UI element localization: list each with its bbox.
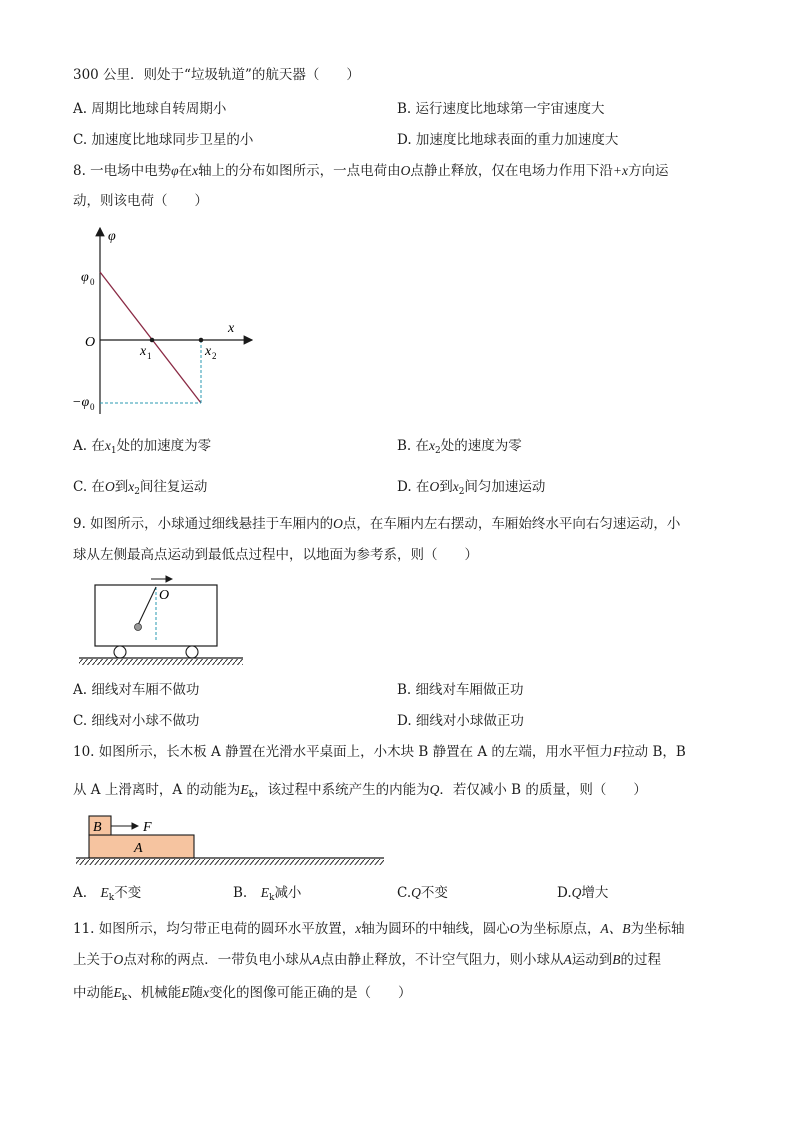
q8-option-d: D. 在O到$x_2$间匀加速运动 (397, 479, 546, 497)
left-wheel (114, 646, 126, 658)
q8-stem-line2: 动，则该电荷（ ） (73, 193, 208, 209)
force-label: F (143, 820, 152, 835)
q8-option-a: A. 在$x_1$处的加速度为零 (73, 438, 212, 456)
right-wheel (186, 646, 198, 658)
q10-blocks-figure (74, 812, 389, 868)
q9-option-a: A. 细线对车厢不做功 (73, 682, 200, 698)
q9-option-d: D. 细线对小球做正功 (397, 713, 524, 729)
potential-line (100, 272, 201, 403)
q8-option-b: B. 在$x_2$处的速度为零 (397, 438, 522, 456)
q7-option-a: A. 周期比地球自转周期小 (73, 101, 227, 117)
neg-phi0-label: −φ (72, 395, 90, 410)
q7-option-b: B. 运行速度比地球第一宇宙速度大 (397, 101, 605, 117)
x1-point (150, 338, 155, 343)
phi0-label: φ (81, 270, 89, 285)
x1-label: x (140, 344, 147, 359)
ball (135, 624, 142, 631)
q10-option-d: D.Q增大 (557, 885, 609, 901)
q9-option-b: B. 细线对车厢做正功 (397, 682, 524, 698)
q8-potential-graph (70, 222, 270, 422)
x2-point (199, 338, 204, 343)
neg-phi0-sub: 0 (90, 402, 95, 412)
y-axis-label: φ (108, 229, 116, 244)
pivot-o-label: O (159, 588, 170, 603)
q9-carriage-figure (75, 572, 250, 667)
q10-stem-line2: 从 A 上滑离时，A 的动能为$E_k$，该过程中系统产生的内能为Q．若仅减小 B 的质量，则（ ） (73, 782, 647, 800)
x2-label: x (205, 344, 212, 359)
block-a-label: A (134, 841, 143, 856)
q10-stem-line1: 10. 如图所示，长木板 A 静置在光滑水平桌面上，小木块 B 静置在 A 的左端，用水平恒力F拉动 B，B (73, 744, 686, 760)
q7-stem-tail: 300 公里．则处于“垃圾轨道”的航天器（ ） (73, 67, 360, 83)
q11-stem-line1: 11. 如图所示，均匀带正电荷的圆环水平放置，x轴为圆环的中轴线，圆心O为坐标原点，A、B为坐标轴 (73, 921, 685, 937)
q10-option-b: B. $E_k$减小 (233, 885, 302, 903)
x1-sub: 1 (147, 351, 152, 361)
q10-option-a: A. $E_k$不变 (73, 885, 142, 903)
q7-option-c: C. 加速度比地球同步卫星的小 (73, 132, 254, 148)
table-hatch (76, 859, 384, 865)
x2-sub: 2 (212, 351, 217, 361)
q8-stem-line1: 8. 一电场中电势φ在x轴上的分布如图所示，一点电荷由O点静止释放，仅在电场力作用下沿+x方向运 (73, 163, 669, 179)
q8-option-c: C. 在O到$x_2$间往复运动 (73, 479, 208, 497)
origin-label: O (85, 335, 96, 350)
q7-option-d: D. 加速度比地球表面的重力加速度大 (397, 132, 619, 148)
q10-option-c: C.Q不变 (397, 885, 448, 901)
phi0-sub: 0 (90, 277, 95, 287)
block-b-label: B (93, 820, 102, 835)
string (138, 587, 156, 625)
x-axis-label: x (228, 321, 235, 336)
q9-stem-line1: 9. 如图所示，小球通过细线悬挂于车厢内的O点，在车厢内左右摆动，车厢始终水平向右匀速运动，小 (73, 516, 681, 532)
q11-stem-line3: 中动能$E_k$、机械能E随x变化的图像可能正确的是（ ） (73, 985, 412, 1003)
ground-hatch (79, 659, 243, 665)
q9-option-c: C. 细线对小球不做功 (73, 713, 200, 729)
q11-stem-line2: 上关于O点对称的两点．一带负电小球从A点由静止释放，不计空气阻力，则小球从A运动到B的过程 (73, 952, 661, 968)
q9-stem-line2: 球从左侧最高点运动到最低点过程中，以地面为参考系，则（ ） (73, 547, 478, 563)
